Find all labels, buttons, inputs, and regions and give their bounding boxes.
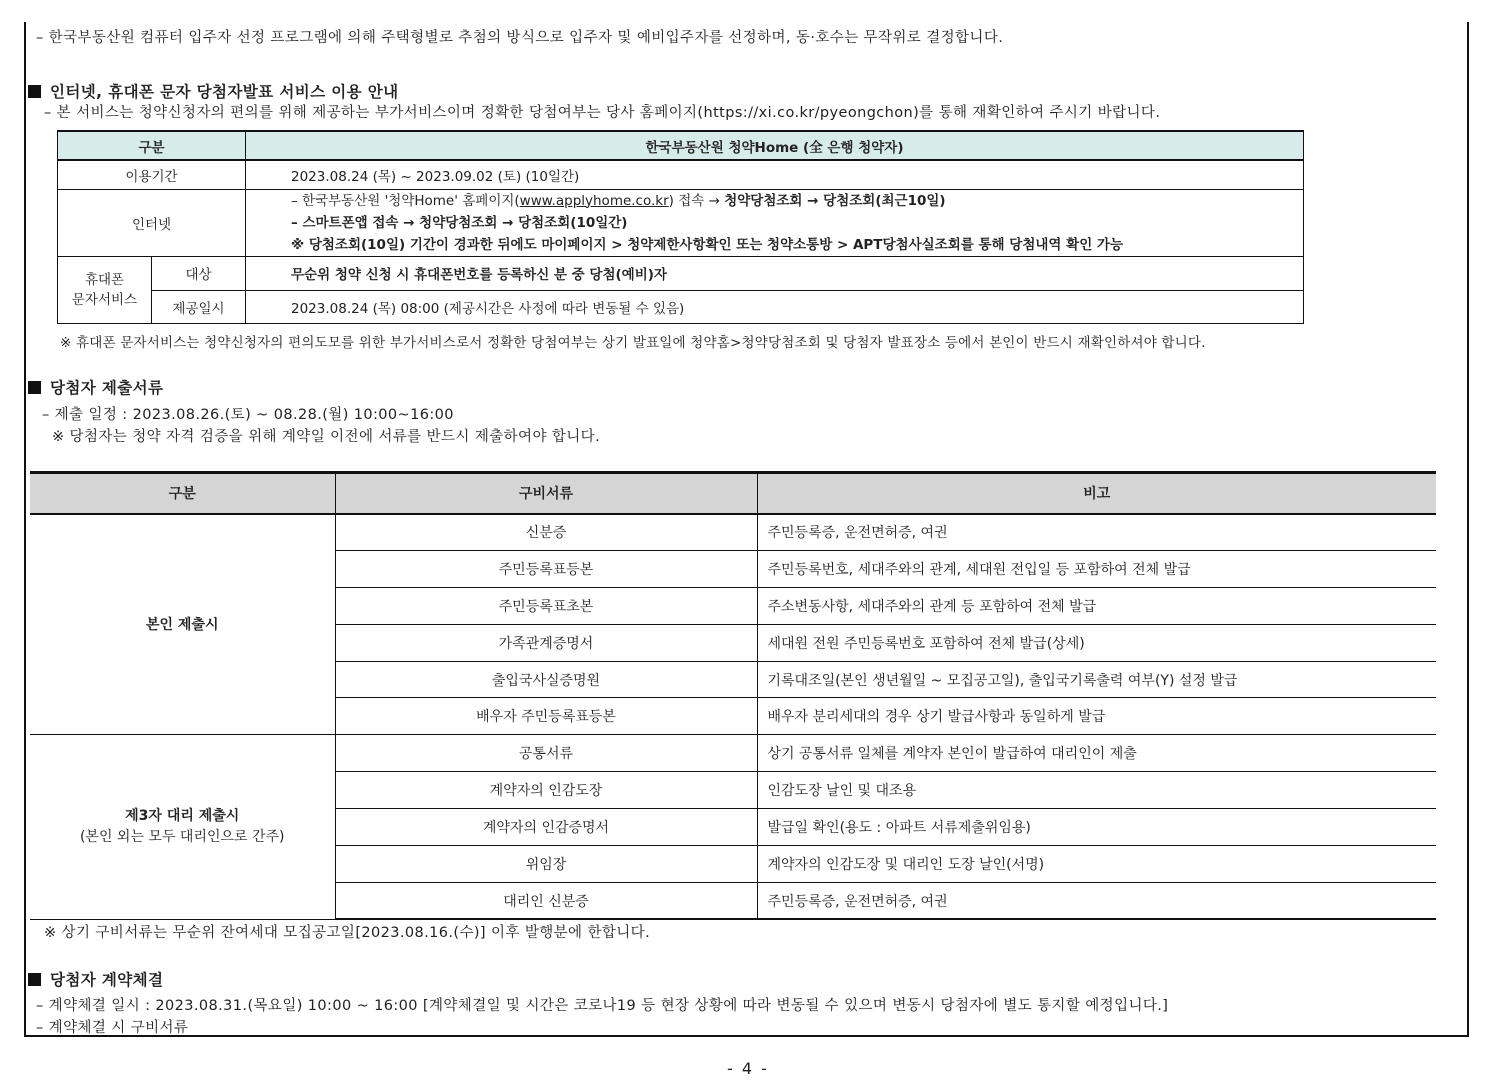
- internet-line-2: – 스마트폰앱 접속 → 청약당첨조회 → 당첨조회(10일간): [291, 214, 628, 231]
- section-heading-text: 인터넷, 휴대폰 문자 당첨자발표 서비스 이용 안내: [50, 83, 399, 101]
- internet-label: 인터넷: [58, 189, 246, 256]
- table-header-remarks: 비고: [757, 473, 1436, 514]
- document-remark: 주민등록증, 운전면허증, 여권: [757, 514, 1436, 551]
- document-name: 가족관계증명서: [335, 624, 757, 661]
- documents-table: [30, 471, 1436, 920]
- sms-label-line-2: 문자서비스: [71, 291, 138, 308]
- submission-schedule: – 제출 일정 : 2023.08.26.(토) ~ 08.28.(월) 10:00~16:00: [42, 407, 454, 423]
- section-heading-text: 당첨자 계약체결: [50, 971, 164, 989]
- group-proxy-subtitle: (본인 외는 모두 대리인으로 간주): [79, 829, 285, 846]
- sms-label: [58, 256, 152, 323]
- document-remark: 세대원 전원 주민등록번호 포함하여 전체 발급(상세): [757, 624, 1436, 661]
- document-remark: 기록대조일(본인 생년월일 ~ 모집공고일), 출입국기록출력 여부(Y) 설정 발급: [757, 661, 1436, 698]
- table-header-service: 한국부동산원 청약Home (全 은행 청약자): [246, 131, 1304, 160]
- internet-line-1-bold: 청약당첨조회 → 당첨조회(최근10일): [724, 192, 946, 209]
- notification-service-table: [57, 130, 1304, 324]
- document-remark: 계약자의 인감도장 및 대리인 도장 날인(서명): [757, 846, 1436, 883]
- table-row: [30, 514, 1436, 551]
- section-desc: – 본 서비스는 청약신청자의 편의를 위해 제공하는 부가서비스이며 정확한 당첨여부는 당사 홈페이지(https://xi.co.kr/pyeongchon)를 통해 재확인하여 주시기 바랍니다.: [44, 105, 1161, 121]
- group-self-label: 본인 제출시: [30, 514, 335, 735]
- internet-line-1-prefix: – 한국부동산원 '청약Home' 홈페이지(: [291, 192, 520, 209]
- document-name: 신분증: [335, 514, 757, 551]
- document-name: 계약자의 인감도장: [335, 772, 757, 809]
- internet-line-3: ※ 당첨조회(10일) 기간이 경과한 뒤에도 마이페이지 > 청약제한사항확인 또는 청약소통방 > APT당첨사실조회를 통해 당첨내역 확인 가능: [291, 236, 1124, 253]
- sms-note: ※ 휴대폰 문자서비스는 청약신청자의 편의도모를 위한 부가서비스로서 정확한 당첨여부는 상기 발표일에 청약홈>청약당첨조회 및 당첨자 발표장소 등에서 본인이 반드시 재확인하셔야 합니다.: [60, 335, 1206, 351]
- table-header-category: 구분: [30, 473, 335, 514]
- square-bullet-icon: [28, 381, 41, 394]
- square-bullet-icon: [28, 85, 41, 98]
- period-label: 이용기간: [58, 160, 246, 189]
- document-remark: 주민등록번호, 세대주와의 관계, 세대원 전입일 등 포함하여 전체 발급: [757, 550, 1436, 587]
- document-remark: 인감도장 날인 및 대조용: [757, 772, 1436, 809]
- target-label: 대상: [152, 256, 246, 290]
- time-value: 2023.08.24 (목) 08:00 (제공시간은 사정에 따라 변동될 수 있음): [246, 290, 1304, 323]
- target-value: 무순위 청약 신청 시 휴대폰번호를 등록하신 분 중 당첨(예비)자: [246, 256, 1304, 290]
- section-heading-text: 당첨자 제출서류: [50, 379, 164, 397]
- documents-footnote: ※ 상기 구비서류는 무순위 잔여세대 모집공고일[2023.08.16.(수)] 이후 발행분에 한합니다.: [44, 925, 651, 941]
- square-bullet-icon: [28, 973, 41, 986]
- document-name: 주민등록표초본: [335, 587, 757, 624]
- document-name: 대리인 신분증: [335, 882, 757, 919]
- section-heading-documents: [28, 376, 163, 398]
- document-name: 위임장: [335, 846, 757, 883]
- applyhome-link[interactable]: www.applyhome.co.kr: [519, 192, 669, 209]
- contract-datetime: – 계약체결 일시 : 2023.08.31.(목요일) 10:00 ~ 16:00 [계약체결일 및 시간은 코로나19 등 현장 상황에 따라 변동될 수 있으며 변동시 당첨자에 별도 통지할 예정입니다.]: [36, 998, 1169, 1014]
- internet-line-1-mid: ) 접속 →: [668, 192, 725, 209]
- document-name: 공통서류: [335, 735, 757, 772]
- section-heading-contract: [28, 968, 163, 990]
- document-remark: 배우자 분리세대의 경우 상기 발급사항과 동일하게 발급: [757, 698, 1436, 735]
- document-name: 계약자의 인감증명서: [335, 809, 757, 846]
- table-header-documents: 구비서류: [335, 473, 757, 514]
- top-line: – 한국부동산원 컴퓨터 입주자 선정 프로그램에 의해 주택형별로 추첨의 방식으로 입주자 및 예비입주자를 선정하며, 동·호수는 무작위로 결정합니다.: [36, 30, 1004, 46]
- document-name: 주민등록표등본: [335, 550, 757, 587]
- document-remark: 상기 공통서류 일체를 계약자 본인이 발급하여 대리인이 제출: [757, 735, 1436, 772]
- document-name: 출입국사실증명원: [335, 661, 757, 698]
- period-value: 2023.08.24 (목) ~ 2023.09.02 (토) (10일간): [246, 160, 1304, 189]
- document-remark: 발급일 확인(용도 : 아파트 서류제출위임용): [757, 809, 1436, 846]
- document-name: 배우자 주민등록표등본: [335, 698, 757, 735]
- section-heading-notification: [28, 80, 399, 102]
- group-proxy-label: [30, 735, 335, 919]
- document-remark: 주소변동사항, 세대주와의 관계 등 포함하여 전체 발급: [757, 587, 1436, 624]
- internet-line-1: [291, 190, 1297, 212]
- page-number: - 4 -: [727, 1059, 769, 1078]
- group-proxy-title: 제3자 대리 제출시: [125, 808, 240, 825]
- internet-value: [246, 189, 1304, 256]
- table-header-category: 구분: [58, 131, 246, 160]
- table-row: [30, 735, 1436, 772]
- time-label: 제공일시: [152, 290, 246, 323]
- sms-label-line-1: 휴대폰: [84, 271, 125, 288]
- submission-note: ※ 당첨자는 청약 자격 검증을 위해 계약일 이전에 서류를 반드시 제출하여야 합니다.: [52, 429, 601, 445]
- document-remark: 주민등록증, 운전면허증, 여권: [757, 882, 1436, 919]
- contract-documents: – 계약체결 시 구비서류: [36, 1020, 189, 1036]
